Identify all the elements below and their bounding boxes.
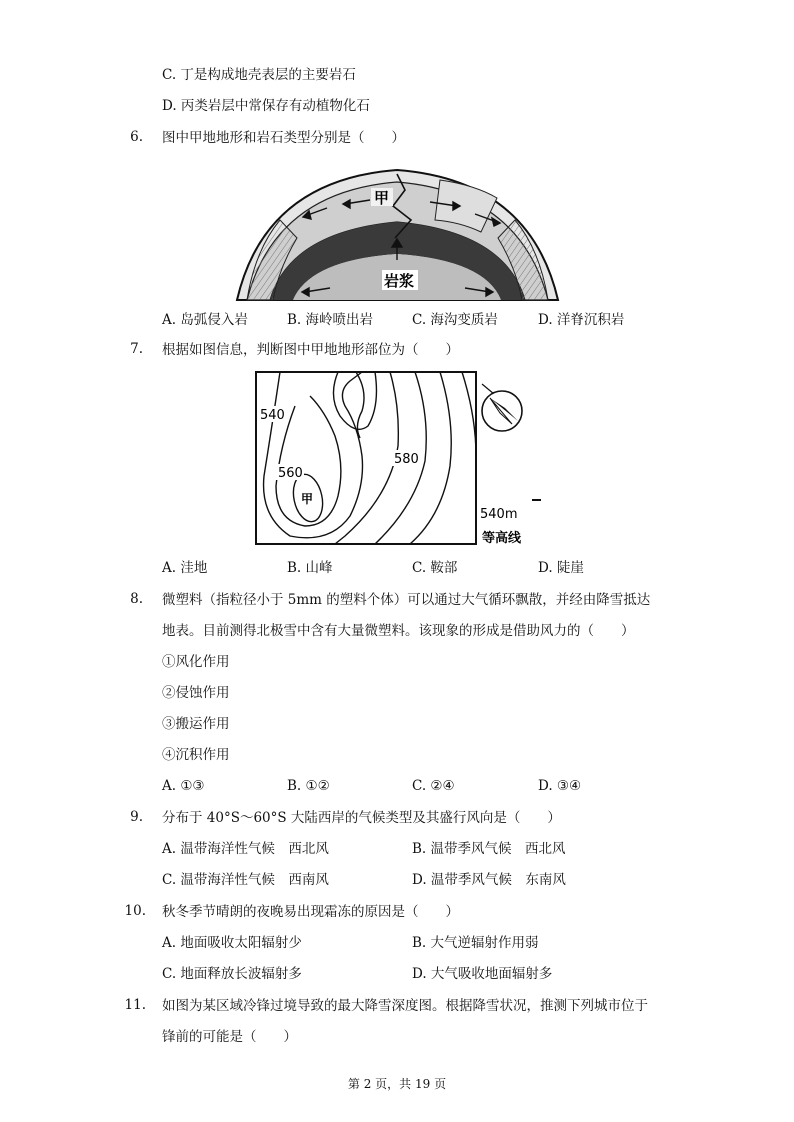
q7-stem: 根据如图信息，判断图中甲地地形部位为（ ） [162,342,459,358]
q7-legend-label: 等高线 [482,531,522,546]
q8-item-1: ①风化作用 [162,654,230,670]
q6-stem: 图中甲地地形和岩石类型分别是（ ） [162,130,405,146]
q8-stem-line-1: 微塑料（指粒径小于 5mm 的塑料个体）可以通过大气循环飘散，并经由降雪抵达 [162,592,651,608]
q5-option-c: C. 丁是构成地壳表层的主要岩石 [162,67,356,83]
q7-contour-label-540: 540 [260,408,285,423]
q7-point-jia: 甲 [301,492,314,506]
q9-option-c[interactable]: C. 温带海洋性气候 西南风 [162,872,329,888]
q6-option-c[interactable]: C. 海沟变质岩 [412,312,498,328]
q9-option-b[interactable]: B. 温带季风气候 西北风 [412,841,566,857]
q11-number: 11. [124,997,146,1013]
q8-option-a[interactable]: A. ①③ [162,778,205,794]
q10-option-b[interactable]: B. 大气逆辐射作用弱 [412,935,539,951]
q11-stem-line-1: 如图为某区域冷锋过境导致的最大降雪深度图。根据降雪状况，推测下列城市位于 [162,998,648,1014]
q6-number: 6. [130,129,143,145]
q9-number: 9. [130,809,143,825]
q5-option-d: D. 丙类岩层中常保存有动植物化石 [162,98,370,114]
q6-option-a[interactable]: A. 岛弧侵入岩 [162,312,248,328]
q9-option-a[interactable]: A. 温带海洋性气候 西北风 [162,841,329,857]
q7-contour-label-560: 560 [278,466,303,481]
q7-option-a[interactable]: A. 洼地 [162,560,208,576]
q9-option-d[interactable]: D. 温带季风气候 东南风 [412,872,566,888]
q9-stem: 分布于 40°S～60°S 大陆西岸的气候类型及其盛行风向是（ ） [162,810,561,826]
q10-number: 10. [124,903,146,919]
q7-legend-value: 540m [480,507,518,522]
q8-option-c[interactable]: C. ②④ [412,778,455,794]
q6-label-magma: 岩浆 [384,272,415,290]
q6-option-d[interactable]: D. 洋脊沉积岩 [538,312,625,328]
q8-item-3: ③搬运作用 [162,716,230,732]
q6-label-jia: 甲 [374,189,390,207]
q8-stem-line-2: 地表。目前测得北极雪中含有大量微塑料。该现象的形成是借助风力的（ ） [162,623,635,639]
q10-option-c[interactable]: C. 地面释放长波辐射多 [162,966,302,982]
q10-option-a[interactable]: A. 地面吸收太阳辐射少 [162,935,302,951]
q8-item-2: ②侵蚀作用 [162,685,230,701]
page-footer: 第 2 页，共 19 页 [347,1077,447,1091]
q8-option-d[interactable]: D. ③④ [538,778,582,794]
q6-plate-boundary-figure [235,160,560,302]
q7-option-c[interactable]: C. 鞍部 [412,560,458,576]
q7-contour-label-580: 580 [394,452,419,467]
q10-stem: 秋冬季节晴朗的夜晚易出现霜冻的原因是（ ） [162,904,459,920]
q7-option-b[interactable]: B. 山峰 [287,560,333,576]
q7-number: 7. [130,341,143,357]
q8-option-b[interactable]: B. ①② [287,778,330,794]
q7-contour-map [250,366,550,552]
q8-item-4: ④沉积作用 [162,747,230,763]
north-arrow-icon [482,384,522,431]
q6-option-b[interactable]: B. 海岭喷出岩 [287,312,374,328]
q11-stem-line-2: 锋前的可能是（ ） [162,1029,297,1045]
q7-option-d[interactable]: D. 陡崖 [538,560,584,576]
q10-option-d[interactable]: D. 大气吸收地面辐射多 [412,966,553,982]
q8-number: 8. [130,591,143,607]
